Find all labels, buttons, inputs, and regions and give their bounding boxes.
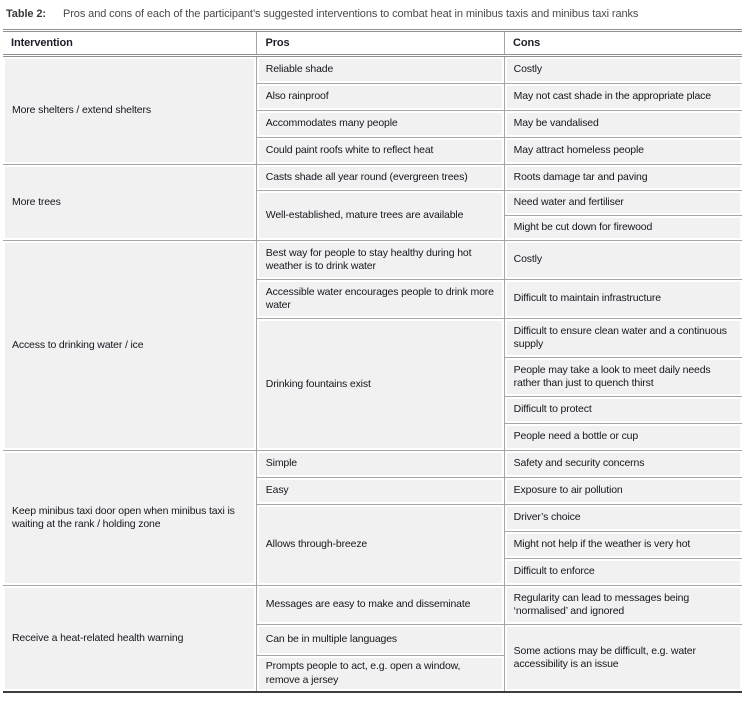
pros-cell: Easy xyxy=(257,478,504,504)
table-container xyxy=(3,57,742,691)
column-header-cons: Cons xyxy=(504,32,742,54)
cons-cell: May not cast shade in the appropriate place xyxy=(505,84,742,110)
cons-cell: Need water and fertiliser xyxy=(505,191,742,215)
cons-cell: Difficult to maintain infrastructure xyxy=(505,280,742,318)
cons-cell: Costly xyxy=(505,241,742,279)
table-title xyxy=(3,0,742,29)
pros-cell: Accommodates many people xyxy=(257,111,504,137)
cons-cell: People need a bottle or cup xyxy=(505,424,742,450)
pros-cell: Drinking fountains exist xyxy=(257,319,504,450)
pros-cell: Could paint roofs white to reflect heat xyxy=(257,138,504,164)
cons-cell: Difficult to ensure clean water and a continuous supply xyxy=(505,319,742,357)
cons-cell: Might not help if the weather is very hot xyxy=(505,532,742,558)
table-row xyxy=(3,241,742,279)
table-body xyxy=(3,57,742,691)
intervention-cell: Keep minibus taxi door open when minibus taxi is waiting at the rank / holding zone xyxy=(3,451,256,585)
cons-cell: May be vandalised xyxy=(505,111,742,137)
cons-cell: People may take a look to meet daily needs rather than just to quench thirst xyxy=(505,358,742,396)
intervention-cell: More trees xyxy=(3,165,256,240)
column-header-pros: Pros xyxy=(256,32,504,54)
table-row xyxy=(3,451,742,477)
pros-cell: Reliable shade xyxy=(257,57,504,83)
table-header-row xyxy=(3,32,742,54)
cons-cell: Roots damage tar and paving xyxy=(505,165,742,190)
intervention-cell: Access to drinking water / ice xyxy=(3,241,256,450)
pros-cell: Well-established, mature trees are available xyxy=(257,191,504,240)
cons-cell: May attract homeless people xyxy=(505,138,742,164)
cons-cell: Regularity can lead to messages being ‘normalised’ and ignored xyxy=(505,586,742,624)
pros-cell: Also rainproof xyxy=(257,84,504,110)
cons-cell: Costly xyxy=(505,57,742,83)
pros-cons-table xyxy=(3,57,742,691)
table-caption: Pros and cons of each of the participant’s suggested interventions to combat heat in minibus taxis and minibus taxi ranks xyxy=(63,8,639,20)
pros-cell: Messages are easy to make and disseminate xyxy=(257,586,504,624)
pros-cell: Best way for people to stay healthy during hot weather is to drink water xyxy=(257,241,504,279)
cons-cell: Exposure to air pollution xyxy=(505,478,742,504)
table-row xyxy=(3,586,742,624)
table-row xyxy=(3,57,742,83)
cons-cell: Safety and security concerns xyxy=(505,451,742,477)
cons-cell: Difficult to protect xyxy=(505,397,742,423)
pros-cell: Can be in multiple languages xyxy=(257,625,504,655)
table-number-label: Table 2: xyxy=(6,8,46,20)
intervention-cell: More shelters / extend shelters xyxy=(3,57,256,164)
pros-cell: Accessible water encourages people to drink more water xyxy=(257,280,504,318)
cons-cell: Might be cut down for firewood xyxy=(505,216,742,240)
table-row xyxy=(3,165,742,190)
pros-cell: Allows through-breeze xyxy=(257,505,504,585)
cons-cell: Some actions may be difficult, e.g. water accessibility is an issue xyxy=(505,625,742,691)
bottom-rule xyxy=(3,691,742,693)
pros-cell: Prompts people to act, e.g. open a window, remove a jersey xyxy=(257,656,504,691)
intervention-cell: Receive a heat-related health warning xyxy=(3,586,256,691)
cons-cell: Driver’s choice xyxy=(505,505,742,531)
pros-cell: Simple xyxy=(257,451,504,477)
pros-cell: Casts shade all year round (evergreen trees) xyxy=(257,165,504,190)
cons-cell: Difficult to enforce xyxy=(505,559,742,585)
column-header-intervention: Intervention xyxy=(11,37,73,49)
